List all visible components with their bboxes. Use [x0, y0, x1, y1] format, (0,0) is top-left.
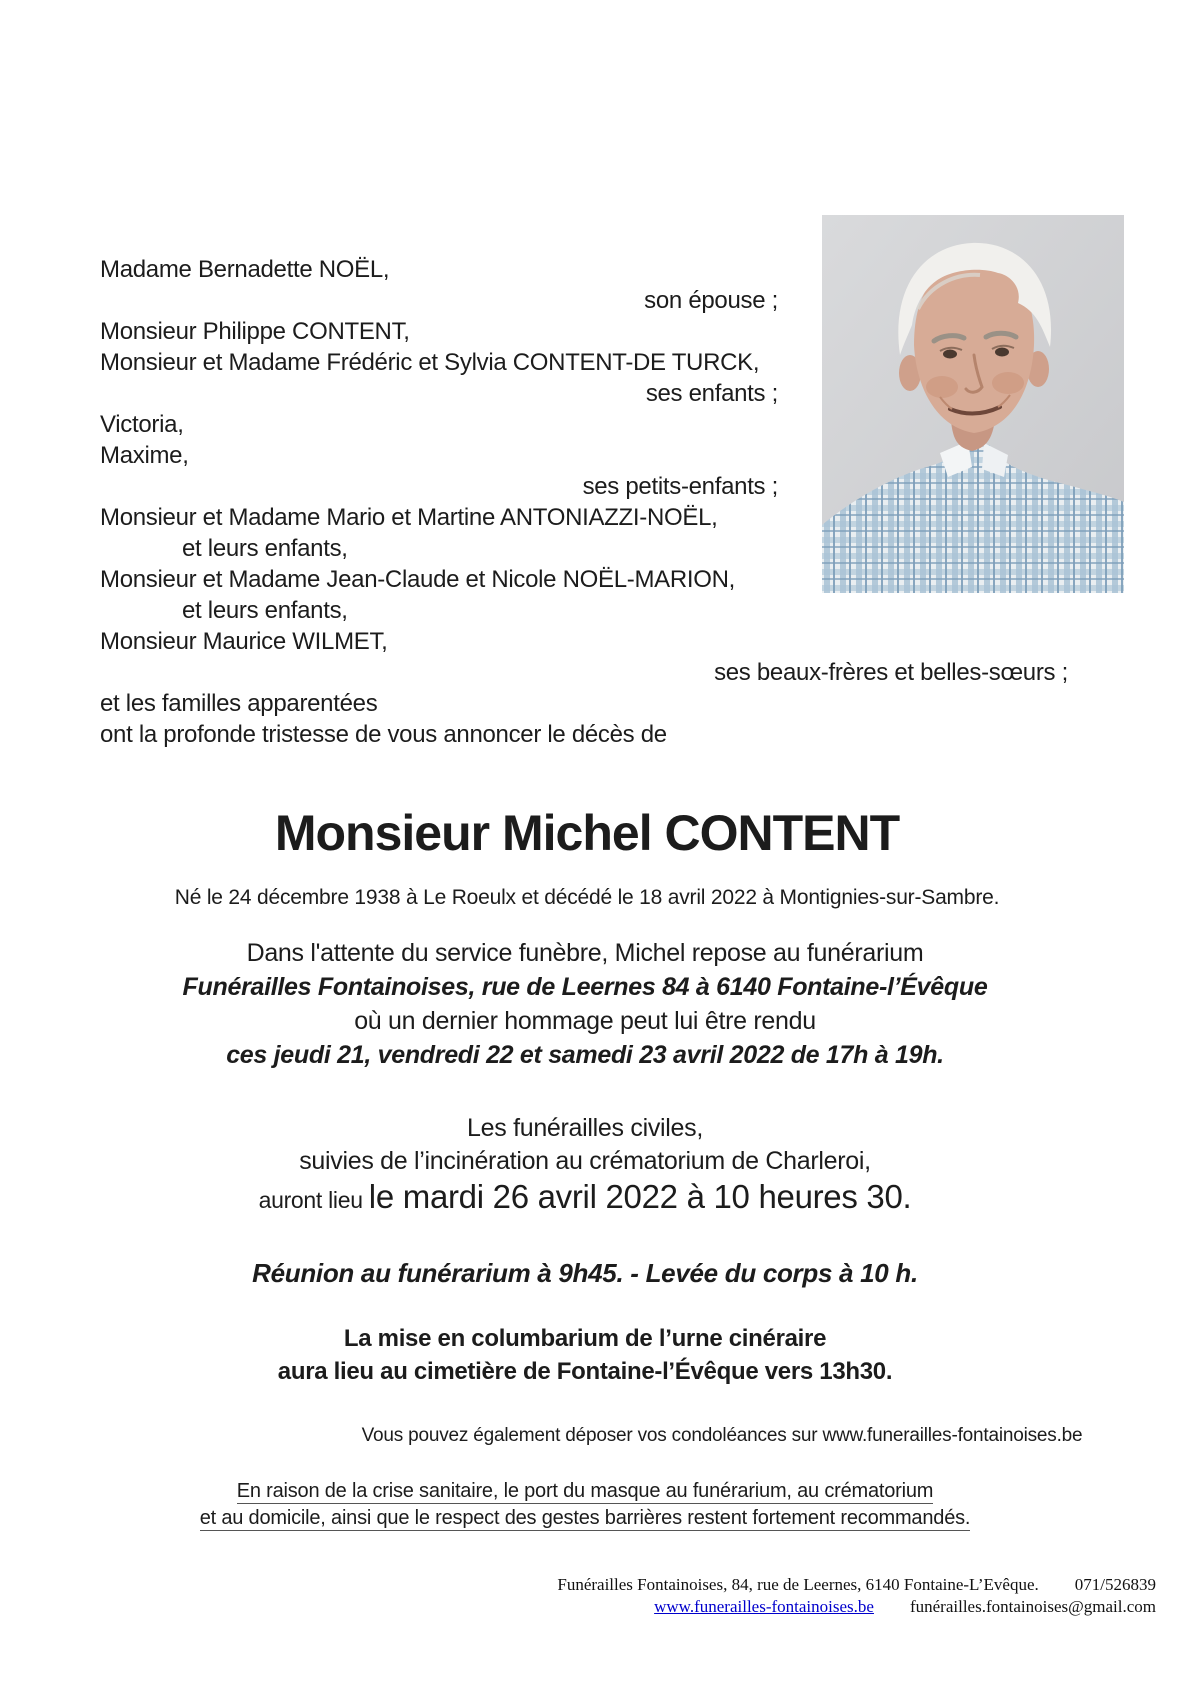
family-line: et leurs enfants,	[182, 535, 348, 562]
covid-notice-line: et au domicile, ainsi que le respect des gestes barrières restent fortement recommandés.	[199, 1507, 971, 1529]
funeral-home-address-line: Funérailles Fontainoises, rue de Leernes 84 à 6140 Fontaine-l’Évêque	[182, 973, 988, 1001]
wake-line: Dans l'attente du service funèbre, Michel repose au funérarium	[246, 939, 924, 967]
funeral-line: suivies de l’incinération au crématorium de Charleroi,	[299, 1147, 871, 1175]
wake-block	[0, 936, 1170, 1072]
family-line: Victoria,	[100, 411, 184, 438]
columbarium-block	[0, 1322, 1170, 1388]
family-line: Madame Bernadette NOËL,	[100, 256, 390, 283]
family-line: et les familles apparentées	[100, 690, 378, 717]
funeral-datetime: le mardi 26 avril 2022 à 10 heures 30.	[368, 1178, 912, 1215]
columbarium-line: La mise en columbarium de l’urne cinéraire	[343, 1325, 827, 1352]
wake-line: où un dernier hommage peut lui être rendu	[354, 1007, 816, 1035]
funeral-line: Les funérailles civiles,	[467, 1114, 703, 1142]
condolences-line: Vous pouvez également déposer vos condoléances sur www.funerailles-fontainoises.be	[361, 1425, 1083, 1446]
covid-notice-line: En raison de la crise sanitaire, le port du masque au funérarium, au crématorium	[236, 1480, 934, 1502]
covid-notice	[0, 1478, 1170, 1532]
deceased-name-title: Monsieur Michel CONTENT	[274, 805, 900, 861]
footer-email: funérailles.fontainoises@gmail.com	[909, 1597, 1156, 1616]
meeting-line: Réunion au funérarium à 9h45. - Levée du corps à 10 h.	[252, 1258, 918, 1288]
family-line: ont la profonde tristesse de vous annoncer le décès de	[100, 721, 667, 748]
family-line: Monsieur Maurice WILMET,	[100, 628, 388, 655]
columbarium-line: aura lieu au cimetière de Fontaine-l’Évêque vers 13h30.	[277, 1358, 893, 1385]
family-line: son épouse ;	[644, 287, 778, 314]
footer-address: Funérailles Fontainoises, 84, rue de Leernes, 6140 Fontaine-L’Evêque.	[557, 1575, 1039, 1594]
birth-death-line: Né le 24 décembre 1938 à Le Roeulx et décédé le 18 avril 2022 à Montignies-sur-Sambre.	[174, 886, 1000, 909]
footer-phone: 071/526839	[1074, 1575, 1156, 1594]
family-line: Monsieur et Madame Mario et Martine ANTONIAZZI-NOËL,	[100, 504, 718, 531]
wake-dates-line: ces jeudi 21, vendredi 22 et samedi 23 avril 2022 de 17h à 19h.	[226, 1041, 944, 1069]
family-line: ses enfants ;	[645, 380, 778, 407]
footer-website-link[interactable]: www.funerailles-fontainoises.be	[654, 1597, 874, 1616]
family-line: ses beaux-frères et belles-sœurs ;	[714, 659, 1068, 686]
funeral-datetime-prefix: auront lieu	[258, 1187, 369, 1213]
family-line: Monsieur et Madame Frédéric et Sylvia CONTENT-DE TURCK,	[100, 349, 760, 376]
family-line: Maxime,	[100, 442, 189, 469]
family-line: Monsieur et Madame Jean-Claude et Nicole NOËL-MARION,	[100, 566, 736, 593]
family-line: ses petits-enfants ;	[582, 473, 778, 500]
funeral-block	[0, 1112, 1170, 1178]
funeral-home-footer	[557, 1574, 1156, 1618]
family-list	[100, 254, 1068, 750]
funeral-datetime-line	[0, 1178, 1170, 1216]
family-line: Monsieur Philippe CONTENT,	[100, 318, 410, 345]
family-line: et leurs enfants,	[182, 597, 348, 624]
